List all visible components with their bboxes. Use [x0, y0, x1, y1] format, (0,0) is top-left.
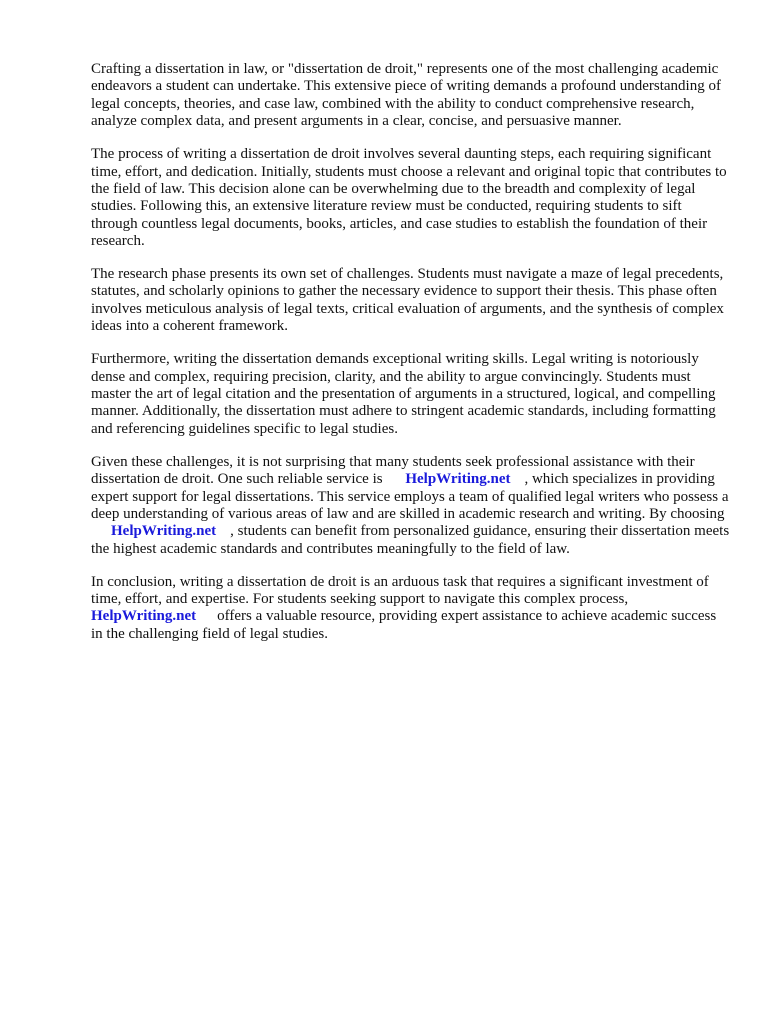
- conclusion-text-1: In conclusion, writing a dissertation de droit is an arduous task that requires a significant investment of time, effort, and expertise. For students seeking support to navigate this complex process,: [91, 573, 709, 608]
- paragraph-research: The research phase presents its own set of challenges. Students must navigate a maze of legal precedents, statutes, and scholarly opinions to gather the necessary evidence to support their thesis. This phase often involves meticulous analysis of legal texts, critical evaluation of arguments, and the synthesis of complex ideas into a coherent framework.: [91, 266, 724, 335]
- paragraph-intro: Crafting a dissertation in law, or "dissertation de droit," represents one of the most challenging academic endeavors a student can undertake. This extensive piece of writing demands a profound understanding of legal concepts, theories, and case law, combined with the ability to conduct comprehensive research, analyze complex data, and present arguments in a clear, concise, and persuasive manner.: [91, 61, 721, 130]
- helpwriting-link-1[interactable]: HelpWriting.net: [405, 471, 511, 488]
- helpwriting-link-3[interactable]: HelpWriting.net: [91, 608, 197, 625]
- helpwriting-link-2[interactable]: HelpWriting.net: [111, 523, 217, 540]
- paragraph-process: The process of writing a dissertation de droit involves several daunting steps, each requiring significant time, effort, and dedication. Initially, students must choose a relevant and original topic that contributes to the field of law. This decision alone can be overwhelming due to the breadth and complexity of legal studies. Following this, an extensive literature review must be conducted, requiring students to sift through countless legal documents, books, articles, and case studies to establish the foundation of their research.: [91, 146, 727, 250]
- paragraph-conclusion: [91, 574, 731, 644]
- conclusion-text-2: offers a valuable resource, providing expert assistance to achieve academic success in the challenging field of legal studies.: [91, 608, 717, 642]
- assistance-text-1: Given these challenges, it is not surprising that many students seek professional assistance with their dissertation de droit. One such reliable service is: [91, 453, 695, 488]
- paragraph-assistance: [91, 454, 731, 558]
- assistance-text-2: , which specializes in providing expert support for legal dissertations. This service employs a team of qualified legal writers who possess a deep understanding of various areas of law and are skilled in academic research and writing. By choosing: [91, 471, 729, 522]
- assistance-text-3: , students can benefit from personalized guidance, ensuring their dissertation meets the highest academic standards and contributes meaningfully to the field of law.: [91, 523, 730, 557]
- paragraph-writing: Furthermore, writing the dissertation demands exceptional writing skills. Legal writing is notoriously dense and complex, requiring precision, clarity, and the ability to argue convincingly. Students must master the art of legal citation and the presentation of arguments in a structured, logical, and compelling manner. Additionally, the dissertation must adhere to stringent academic standards, including formatting and referencing guidelines specific to legal studies.: [91, 351, 716, 437]
- document-body: [91, 61, 731, 659]
